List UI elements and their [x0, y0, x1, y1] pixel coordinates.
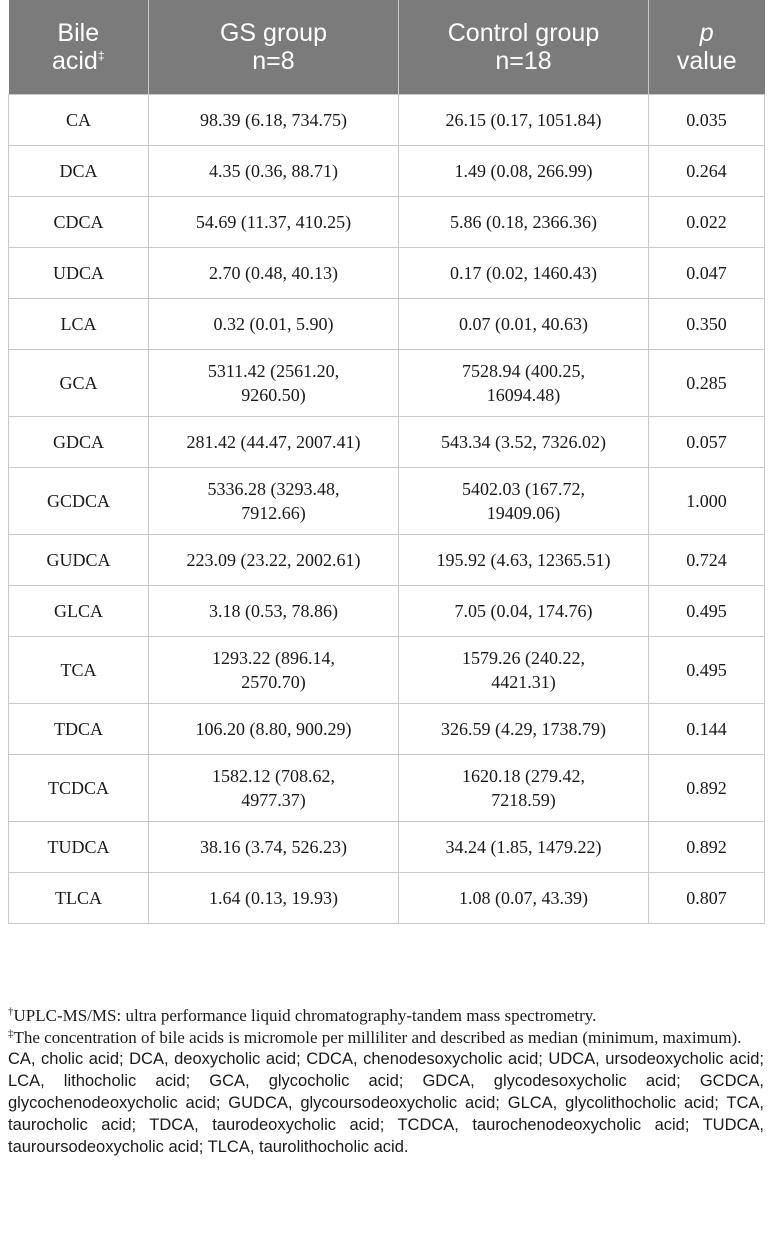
cell-control-group [399, 822, 649, 873]
table-row [9, 417, 765, 468]
header-gs-group [149, 0, 399, 95]
cell-p-value: 0.047 [649, 248, 765, 299]
header-p-value-line1: p [699, 19, 714, 47]
cell-line: 326.59 (4.29, 1738.79) [441, 719, 606, 739]
cell-bile-acid: GUDCA [9, 535, 149, 586]
cell-line: 2570.70) [241, 672, 306, 692]
cell-line: 7528.94 (400.25, [462, 361, 585, 381]
cell-gs-group [149, 873, 399, 924]
cell-line: 98.39 (6.18, 734.75) [200, 110, 347, 130]
cell-gs-group [149, 468, 399, 535]
cell-control-group [399, 637, 649, 704]
cell-line: 5.86 (0.18, 2366.36) [450, 212, 597, 232]
cell-gs-group [149, 637, 399, 704]
cell-line: 543.34 (3.52, 7326.02) [441, 432, 606, 452]
cell-line: 1582.12 (708.62, [212, 766, 335, 786]
table-row [9, 704, 765, 755]
cell-control-group [399, 248, 649, 299]
header-p-value-line2: value [676, 47, 737, 75]
cell-line: 9260.50) [241, 385, 306, 405]
cell-control-group [399, 197, 649, 248]
cell-gs-group [149, 146, 399, 197]
cell-line: 2.70 (0.48, 40.13) [209, 263, 338, 283]
table-row [9, 535, 765, 586]
cell-line: 7218.59) [491, 790, 556, 810]
cell-line: 1.64 (0.13, 19.93) [209, 888, 338, 908]
cell-line: 5311.42 (2561.20, [207, 361, 340, 381]
footnote-double-dagger-text: The concentration of bile acids is micromole per milliliter and described as median (minimum, maximum). [13, 1027, 742, 1047]
cell-p-value: 0.057 [649, 417, 765, 468]
cell-p-value: 1.000 [649, 468, 765, 535]
header-control-group-line1: Control group [447, 19, 600, 47]
table-row [9, 350, 765, 417]
cell-line: 7912.66) [241, 503, 306, 523]
bile-acid-table-container [8, 0, 764, 924]
cell-control-group [399, 755, 649, 822]
cell-gs-group [149, 248, 399, 299]
cell-p-value: 0.495 [649, 586, 765, 637]
table-row [9, 248, 765, 299]
table-header-row [9, 0, 765, 95]
cell-control-group [399, 417, 649, 468]
table-row [9, 637, 765, 704]
cell-bile-acid: UDCA [9, 248, 149, 299]
cell-p-value: 0.022 [649, 197, 765, 248]
footnote-double-dagger [8, 1027, 764, 1049]
cell-line: 16094.48) [486, 385, 561, 405]
cell-control-group [399, 146, 649, 197]
cell-line: 106.20 (8.80, 900.29) [195, 719, 352, 739]
cell-line: 1293.22 (896.14, [212, 648, 335, 668]
cell-control-group [399, 350, 649, 417]
cell-line: 7.05 (0.04, 174.76) [454, 601, 593, 621]
header-bile-acid-line2: acid [51, 47, 98, 75]
cell-p-value: 0.264 [649, 146, 765, 197]
cell-bile-acid: GLCA [9, 586, 149, 637]
table-footnotes [8, 1005, 764, 1158]
cell-control-group [399, 299, 649, 350]
header-control-group-line2: n=18 [495, 47, 552, 75]
header-gs-group-line2: n=8 [252, 47, 295, 75]
cell-line: 19409.06) [486, 503, 561, 523]
table-row [9, 586, 765, 637]
table-body [9, 95, 765, 924]
cell-line: 38.16 (3.74, 526.23) [200, 837, 347, 857]
header-control-group [399, 0, 649, 95]
cell-line: 1.49 (0.08, 266.99) [454, 161, 593, 181]
footnote-dagger [8, 1005, 764, 1027]
cell-gs-group [149, 95, 399, 146]
cell-line: 1579.26 (240.22, [462, 648, 585, 668]
footnote-dagger-text: UPLC-MS/MS: ultra performance liquid chromatography-tandem mass spectrometry. [13, 1006, 597, 1025]
cell-control-group [399, 468, 649, 535]
cell-bile-acid: TLCA [9, 873, 149, 924]
cell-bile-acid: GCDCA [9, 468, 149, 535]
cell-p-value: 0.285 [649, 350, 765, 417]
cell-control-group [399, 704, 649, 755]
table-row [9, 468, 765, 535]
cell-line: 1620.18 (279.42, [462, 766, 585, 786]
cell-line: 4.35 (0.36, 88.71) [209, 161, 338, 181]
cell-bile-acid: GCA [9, 350, 149, 417]
cell-line: 34.24 (1.85, 1479.22) [445, 837, 602, 857]
cell-p-value: 0.892 [649, 822, 765, 873]
cell-line: 4421.31) [491, 672, 556, 692]
cell-line: 1.08 (0.07, 43.39) [459, 888, 588, 908]
cell-bile-acid: TCDCA [9, 755, 149, 822]
table-row [9, 299, 765, 350]
cell-line: 0.17 (0.02, 1460.43) [450, 263, 597, 283]
cell-line: 195.92 (4.63, 12365.51) [436, 550, 611, 570]
table-row [9, 95, 765, 146]
cell-control-group [399, 586, 649, 637]
cell-line: 5402.03 (167.72, [462, 479, 585, 499]
cell-control-group [399, 95, 649, 146]
cell-gs-group [149, 350, 399, 417]
cell-bile-acid: CA [9, 95, 149, 146]
cell-bile-acid: DCA [9, 146, 149, 197]
cell-line: 4977.37) [241, 790, 306, 810]
cell-gs-group [149, 417, 399, 468]
cell-gs-group [149, 197, 399, 248]
cell-gs-group [149, 822, 399, 873]
cell-control-group [399, 535, 649, 586]
header-p-value [649, 0, 765, 95]
table-row [9, 755, 765, 822]
header-bile-acid-line1: Bile [57, 19, 100, 47]
cell-line: 281.42 (44.47, 2007.41) [186, 432, 361, 452]
cell-p-value: 0.350 [649, 299, 765, 350]
header-double-dagger-mark: ‡ [97, 48, 105, 63]
cell-p-value: 0.892 [649, 755, 765, 822]
cell-line: 26.15 (0.17, 1051.84) [445, 110, 602, 130]
cell-bile-acid: TUDCA [9, 822, 149, 873]
cell-p-value: 0.724 [649, 535, 765, 586]
cell-line: 5336.28 (3293.48, [207, 479, 340, 499]
cell-gs-group [149, 535, 399, 586]
cell-control-group [399, 873, 649, 924]
bile-acid-table [8, 0, 765, 924]
footnote-abbreviations: CA, cholic acid; DCA, deoxycholic acid; CDCA, chenodesoxycholic acid; UDCA, ursodeoxycholic acid; LCA, lithocholic acid; GCA, glycocholic acid; GDCA, glycodesoxycholic acid; GCDCA, glycochenodeoxycholic acid; GUDCA, glycoursodeoxycholic acid; GLCA, glycolithocholic acid; TCA, taurocholic acid; TDCA, taurodeoxycholic acid; TCDCA, taurochenodeoxycholic acid; TUDCA, tauroursodeoxycholic acid; TLCA, taurolithocholic acid. [8, 1050, 764, 1156]
table-row [9, 873, 765, 924]
footnote-double-dagger-mark: ‡ [8, 1026, 14, 1039]
table-row [9, 822, 765, 873]
cell-line: 3.18 (0.53, 78.86) [209, 601, 338, 621]
cell-bile-acid: GDCA [9, 417, 149, 468]
cell-p-value: 0.144 [649, 704, 765, 755]
cell-bile-acid: CDCA [9, 197, 149, 248]
cell-p-value: 0.035 [649, 95, 765, 146]
cell-gs-group [149, 755, 399, 822]
table-row [9, 197, 765, 248]
cell-bile-acid: TDCA [9, 704, 149, 755]
cell-line: 54.69 (11.37, 410.25) [195, 212, 352, 232]
cell-p-value: 0.807 [649, 873, 765, 924]
cell-line: 0.07 (0.01, 40.63) [459, 314, 588, 334]
footnote-dagger-mark: † [8, 1005, 14, 1018]
header-bile-acid [9, 0, 149, 95]
cell-gs-group [149, 299, 399, 350]
header-gs-group-line1: GS group [219, 19, 327, 47]
cell-p-value: 0.495 [649, 637, 765, 704]
cell-line: 0.32 (0.01, 5.90) [213, 314, 334, 334]
cell-bile-acid: LCA [9, 299, 149, 350]
table-row [9, 146, 765, 197]
cell-gs-group [149, 704, 399, 755]
cell-gs-group [149, 586, 399, 637]
cell-bile-acid: TCA [9, 637, 149, 704]
cell-line: 223.09 (23.22, 2002.61) [186, 550, 361, 570]
